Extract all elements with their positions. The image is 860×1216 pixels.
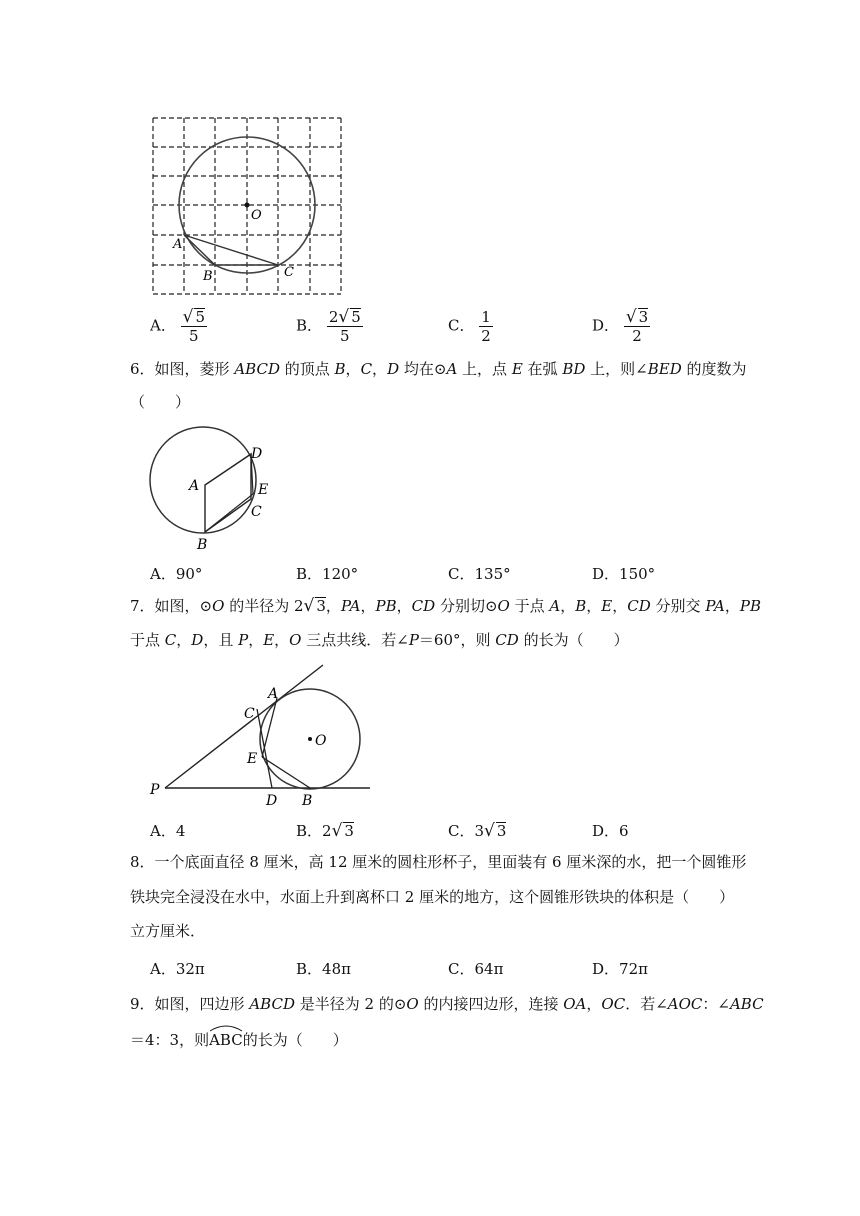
q7-label-a: A bbox=[268, 686, 279, 702]
q6-option-a: A．90° bbox=[150, 565, 203, 583]
q6-circle bbox=[150, 427, 256, 533]
q5-triangle bbox=[184, 235, 278, 265]
q9-arc-abc: ABC bbox=[209, 1030, 243, 1050]
q5-label-o: O bbox=[251, 208, 262, 223]
q8-option-b: B．48π bbox=[296, 960, 351, 978]
q6-rhombus bbox=[205, 454, 251, 532]
q5-option-b: B． $\frac{2√ 5}{5}$ bbox=[296, 307, 361, 345]
q5-label-a: A bbox=[173, 237, 183, 252]
q6-option-d: D．150° bbox=[592, 565, 656, 583]
q7-line-pa bbox=[165, 665, 323, 788]
q5-center-dot bbox=[245, 203, 250, 208]
q5-option-a: A． $\frac{√ 5}{5}$ bbox=[150, 307, 206, 345]
q6-figure bbox=[145, 420, 285, 555]
q7-option-b: B．2√ 3 bbox=[296, 821, 354, 841]
q7-label-b: B bbox=[302, 793, 313, 809]
q7-label-p: P bbox=[150, 782, 160, 798]
q6-label-a: A bbox=[189, 478, 200, 494]
q6-option-b: B．120° bbox=[296, 565, 359, 583]
q6-stem-line1: 6．如图，菱形 ABCD 的顶点 B，C，D 均在⊙A 上，点 E 在弧 BD 上，则∠BED 的度数为 bbox=[130, 360, 747, 378]
q7-center-dot bbox=[308, 737, 312, 741]
q8-option-d: D．72π bbox=[592, 960, 648, 978]
q8-option-c: C．64π bbox=[448, 960, 504, 978]
q6-option-c: C．135° bbox=[448, 565, 511, 583]
q8-option-a: A．32π bbox=[150, 960, 205, 978]
q6-label-c: C bbox=[251, 504, 262, 520]
q7-label-d: D bbox=[266, 793, 278, 809]
q7-option-a: A．4 bbox=[150, 822, 186, 840]
q7-label-e: E bbox=[247, 751, 258, 767]
q6-label-e: E bbox=[258, 482, 269, 498]
q8-stem-line2: 铁块完全浸没在水中，水面上升到离杯口 2 厘米的地方，这个圆锥形铁块的体积是（ ） bbox=[130, 888, 735, 906]
q5-label-c: C bbox=[284, 265, 294, 280]
q6-label-b: B bbox=[197, 537, 208, 553]
q8-stem-line3: 立方厘米． bbox=[130, 922, 206, 940]
q7-figure bbox=[140, 660, 380, 810]
q9-stem-line2: ＝4：3，则 ABC的长为（ ） bbox=[130, 1030, 348, 1050]
q5-option-d: D． $\frac{√ 3}{2}$ bbox=[592, 307, 649, 345]
q7-stem-line1: 7．如图，⊙O 的半径为 2√ 3，PA，PB，CD 分别切⊙O 于点 A，B，E，CD 分别交 PA，PB bbox=[130, 596, 762, 616]
q8-stem-line1: 8．一个底面直径 8 厘米，高 12 厘米的圆柱形杯子，里面装有 6 厘米深的水，把一个圆锥形 bbox=[130, 853, 747, 871]
q7-option-d: D．6 bbox=[592, 822, 629, 840]
q6-label-d: D bbox=[251, 446, 263, 462]
q7-stem-line2: 于点 C，D，且 P，E，O 三点共线．若∠P＝60°，则 CD 的长为（ ） bbox=[130, 631, 629, 649]
q7-label-o: O bbox=[315, 733, 327, 749]
q9-stem-line1: 9．如图，四边形 ABCD 是半径为 2 的⊙O 的内接四边形，连接 OA，OC．若∠AOC：∠ABC bbox=[130, 995, 764, 1013]
q5-label-b: B bbox=[203, 269, 213, 284]
q5-figure bbox=[145, 110, 350, 300]
q5-option-c: C． $\frac{1}{2}$ bbox=[448, 308, 491, 345]
q6-stem-line2: （ ） bbox=[130, 393, 191, 411]
q7-label-c: C bbox=[244, 706, 255, 722]
q7-option-c: C．3√ 3 bbox=[448, 821, 507, 841]
